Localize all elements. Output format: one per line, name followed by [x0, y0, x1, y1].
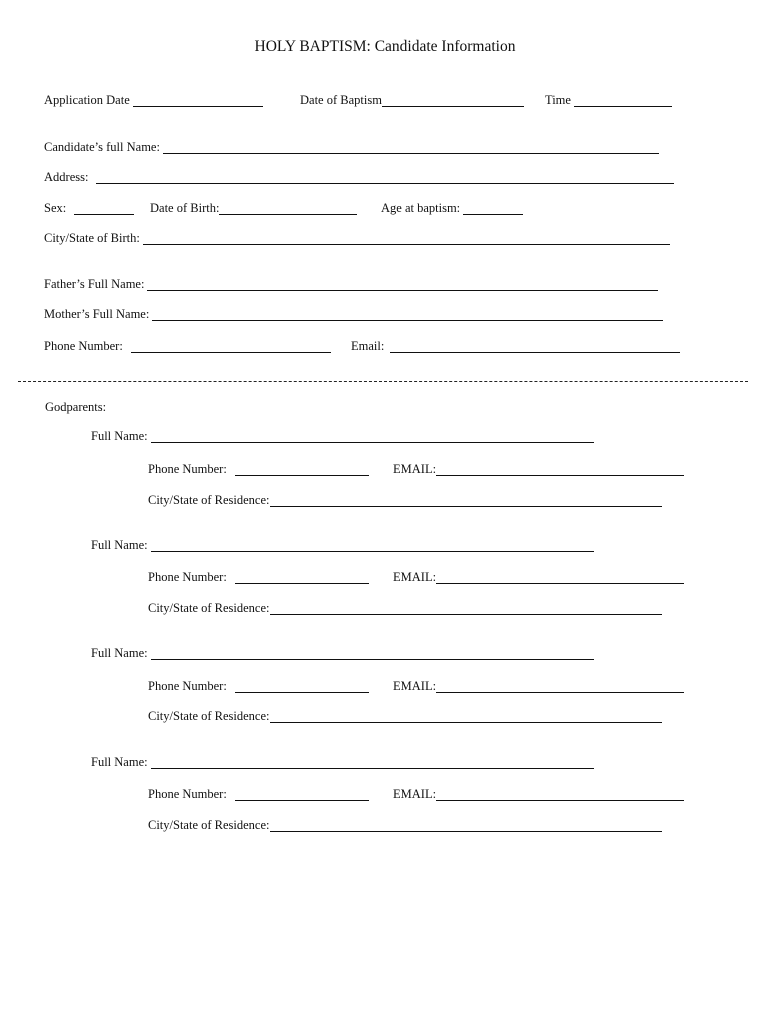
mother-name-label: Mother’s Full Name: — [44, 307, 150, 321]
godparent-residence-label: City/State of Residence: — [148, 709, 270, 723]
godparent-full-name-label: Full Name: — [91, 755, 148, 769]
candidate-name-field[interactable] — [163, 141, 659, 154]
godparent-email-label: EMAIL: — [393, 462, 437, 476]
candidate-name-row — [44, 138, 661, 154]
godparent-residence-label: City/State of Residence: — [148, 493, 270, 507]
form-title: HOLY BAPTISM: Candidate Information — [254, 38, 516, 55]
city-state-birth-row — [44, 229, 672, 245]
date-of-birth-row — [150, 199, 359, 215]
sex-field[interactable] — [74, 202, 134, 215]
date-of-baptism-label: Date of Baptism — [300, 93, 382, 107]
application-date-field[interactable] — [133, 94, 263, 107]
godparent-4-email-row — [393, 785, 686, 801]
godparent-1-phone-row — [148, 460, 371, 476]
godparent-email-label: EMAIL: — [393, 570, 437, 584]
time-label: Time — [545, 93, 571, 107]
father-name-row — [44, 275, 660, 291]
godparent-full-name-label: Full Name: — [91, 538, 148, 552]
godparent-1-residence-row — [148, 491, 664, 507]
email-label: Email: — [351, 339, 385, 353]
candidate-name-label: Candidate’s full Name: — [44, 140, 160, 154]
godparent-2-name-row — [91, 536, 596, 552]
godparent-phone-label: Phone Number: — [148, 570, 227, 584]
godparent-email-field[interactable] — [436, 680, 684, 693]
godparent-residence-field[interactable] — [270, 819, 662, 832]
age-at-baptism-label: Age at baptism: — [381, 201, 461, 215]
dashed-divider — [18, 381, 748, 382]
godparent-email-field[interactable] — [436, 571, 684, 584]
date-of-birth-label: Date of Birth: — [150, 201, 220, 215]
mother-name-field[interactable] — [152, 308, 663, 321]
godparent-4-name-row — [91, 753, 596, 769]
mother-name-row — [44, 305, 665, 321]
godparents-heading-row — [45, 398, 106, 414]
godparent-phone-field[interactable] — [235, 463, 369, 476]
godparent-email-label: EMAIL: — [393, 787, 437, 801]
godparent-residence-field[interactable] — [270, 602, 662, 615]
time-row — [545, 91, 674, 107]
godparent-residence-field[interactable] — [270, 710, 662, 723]
father-name-field[interactable] — [147, 278, 658, 291]
godparent-full-name-field[interactable] — [151, 756, 594, 769]
email-field[interactable] — [390, 340, 680, 353]
godparent-phone-label: Phone Number: — [148, 462, 227, 476]
godparent-full-name-label: Full Name: — [91, 429, 148, 443]
email-row — [351, 337, 682, 353]
age-at-baptism-field[interactable] — [463, 202, 523, 215]
godparent-4-residence-row — [148, 816, 664, 832]
godparent-full-name-label: Full Name: — [91, 646, 148, 660]
godparent-email-field[interactable] — [436, 788, 684, 801]
godparent-residence-label: City/State of Residence: — [148, 818, 270, 832]
godparents-heading: Godparents: — [45, 400, 107, 414]
godparent-2-phone-row — [148, 568, 371, 584]
phone-row — [44, 337, 333, 353]
date-of-baptism-row — [300, 91, 526, 107]
godparent-phone-label: Phone Number: — [148, 679, 227, 693]
age-at-baptism-row — [381, 199, 525, 215]
godparent-1-email-row — [393, 460, 686, 476]
godparent-2-email-row — [393, 568, 686, 584]
father-name-label: Father’s Full Name: — [44, 277, 145, 291]
phone-field[interactable] — [131, 340, 331, 353]
godparent-full-name-field[interactable] — [151, 647, 594, 660]
godparent-1-name-row — [91, 427, 596, 443]
godparent-4-phone-row — [148, 785, 371, 801]
city-state-birth-label: City/State of Birth: — [44, 231, 140, 245]
godparent-residence-field[interactable] — [270, 494, 662, 507]
godparent-3-name-row — [91, 644, 596, 660]
godparent-full-name-field[interactable] — [151, 539, 594, 552]
date-of-baptism-field[interactable] — [382, 94, 524, 107]
godparent-2-residence-row — [148, 599, 664, 615]
godparent-phone-field[interactable] — [235, 680, 369, 693]
godparent-3-residence-row — [148, 707, 664, 723]
sex-label: Sex: — [44, 201, 67, 215]
date-of-birth-field[interactable] — [219, 202, 357, 215]
godparent-3-email-row — [393, 677, 686, 693]
application-date-row — [44, 91, 265, 107]
address-field[interactable] — [96, 171, 674, 184]
address-row — [44, 168, 676, 184]
phone-label: Phone Number: — [44, 339, 123, 353]
godparent-email-field[interactable] — [436, 463, 684, 476]
city-state-birth-field[interactable] — [143, 232, 670, 245]
application-date-label: Application Date — [44, 93, 130, 107]
address-label: Address: — [44, 170, 89, 184]
godparent-3-phone-row — [148, 677, 371, 693]
godparent-email-label: EMAIL: — [393, 679, 437, 693]
sex-row — [44, 199, 136, 215]
godparent-phone-label: Phone Number: — [148, 787, 227, 801]
time-field[interactable] — [574, 94, 672, 107]
godparent-phone-field[interactable] — [235, 788, 369, 801]
godparent-phone-field[interactable] — [235, 571, 369, 584]
godparent-full-name-field[interactable] — [151, 430, 594, 443]
godparent-residence-label: City/State of Residence: — [148, 601, 270, 615]
